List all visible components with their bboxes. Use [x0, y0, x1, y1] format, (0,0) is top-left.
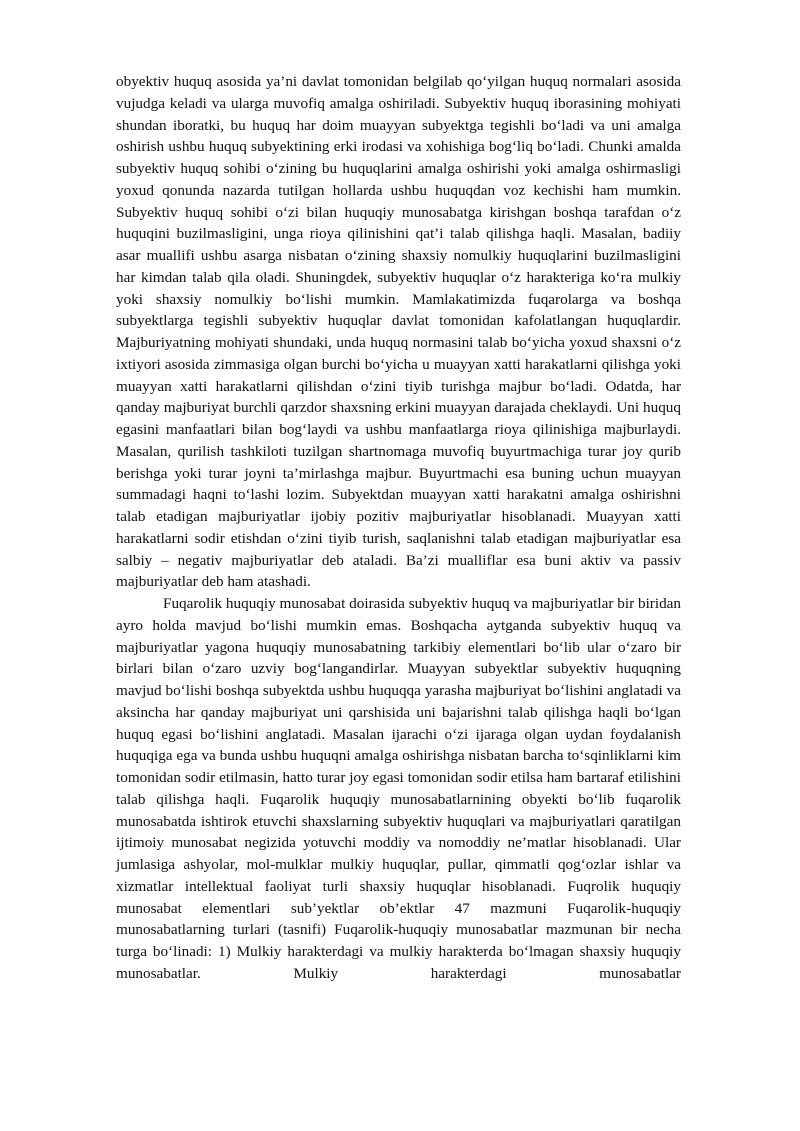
document-body — [116, 71, 681, 985]
paragraph-2: Fuqarolik huquqiy munosabat doirasida subyektiv huquq va majburiyatlar bir biridan ayro holda mavjud bo‘lishi mumkin emas. Boshqacha aytganda subyektiv huquq va majburiyatlar yagona huquqiy munosabatning tarkibiy elementlari bo‘lib ular o‘zaro bir birlari bilan o‘zaro uzviy bog‘langandirlar. Muayyan subyektlar subyektiv huquqning mavjud bo‘lishi boshqa subyektda ushbu huquqqa yarasha majburiyat bo‘lishini anglatadi va aksincha har qanday majburiyat uni qarshisida uni bajarishni talab qilishga haqli bo‘lgan huquq egasi bo‘lishini anglatadi. Masalan ijarachi o‘zi ijaraga olgan uydan foydalanish huquqiga ega va bunda ushbu huquqni amalga oshirishga nisbatan barcha to‘sqinliklarni kim tomonidan sodir etilmasin, hatto turar joy egasi tomonidan sodir etilsa ham bartaraf etilishini talab qilishga haqli. Fuqarolik huquqiy munosabatlarnining obyekti bo‘lib fuqarolik munosabatda ishtirok etuvchi shaxslarning subyektiv huquqlari va majburiyatlari qaratilgan ijtimoiy munosabat negizida yotuvchi moddiy va nomoddiy ne’matlar hisoblanadi. Ular jumlasiga ashyolar, mol-mulklar mulkiy huquqlar, pullar, qimmatli qog‘ozlar ishlar va xizmatlar intellektual faoliyat turli shaxsiy huquqlar hisoblanadi. Fuqrolik huquqiy munosabat elementlari sub’yektlar ob’ektlar 47 mazmuni Fuqarolik-huquqiy munosabatlarning turlari (tasnifi) Fuqarolik-huquqiy munosabatlar mazmunan bir necha turga bo‘linadi: 1) Mulkiy harakterdagi va mulkiy harakterda bo‘lmagan shaxsiy huquqiy munosabatlar. Mulkiy harakterdagi munosabatlar — [116, 595, 681, 982]
paragraph-1: obyektiv huquq asosida ya’ni davlat tomonidan belgilab qo‘yilgan huquq normalari asosida vujudga keladi va ularga muvofiq amalga oshiriladi. Subyektiv huquq iborasining mohiyati shundan iboratki, bu huquq har doim muayyan subyektga tegishli bo‘ladi va uni amalga oshirish ushbu huquq subyektining erki irodasi va xohishiga bog‘liq bo‘ladi. Chunki amalda subyektiv huquq sohibi o‘zining bu huquqlarini amalga oshirishi yoki amalga oshirmasligi yoxud qonunda nazarda tutilgan hollarda ushbu huquqdan voz kechishi ham mumkin. Subyektiv huquq sohibi o‘zi bilan huquqiy munosabatga kirishgan boshqa tarafdan o‘z huquqini buzilmasligini, unga rioya qilinishini qat’i talab qilishga haqli. Masalan, badiiy asar muallifi ushbu asarga nisbatan o‘zining shaxsiy nomulkiy huquqlarini buzilmasligini har kimdan talab qila oladi. Shuningdek, subyektiv huquqlar o‘z harakteriga ko‘ra mulkiy yoki shaxsiy nomulkiy bo‘lishi mumkin. Mamlakatimizda fuqarolarga va boshqa subyektlarga tegishli subyektiv huquqlar davlat tomonidan kafolatlangan huquqlardir. Majburiyatning mohiyati shundaki, unda huquq normasini talab bo‘yicha yoxud shaxsni o‘z ixtiyori asosida zimmasiga olgan burchi bo‘yicha u muayyan xatti harakatlarni qilishga yoki muayyan xatti harakatlarni qilishdan o‘zini tiyib turishga majbur bo‘ladi. Odatda, har qanday majburiyat burchli qarzdor shaxsning erkini muayyan darajada cheklaydi. Uni huquq egasini manfaatlari bilan bog‘laydi va ushbu manfaatlarga rioya qilinishiga majburlaydi. Masalan, qurilish tashkiloti tuzilgan shartnomaga muvofiq buyurtmachiga turar joy qurib berishga yoki turar joyni ta’mirlashga majbur. Buyurtmachi esa buning uchun muayyan summadagi haqni to‘lashi lozim. Subyektdan muayyan xatti harakatni amalga oshirishni talab etadigan majburiyatlar ijobiy pozitiv majburiyatlar hisoblanadi. Muayyan xatti harakatlarni sodir etishdan o‘zini tiyib turish, saqlanishni talab etadigan majburiyatlar esa salbiy – negativ majburiyatlar deb ataladi. Ba’zi mualliflar esa buni aktiv va passiv majburiyatlar deb ham atashadi. — [116, 73, 681, 591]
